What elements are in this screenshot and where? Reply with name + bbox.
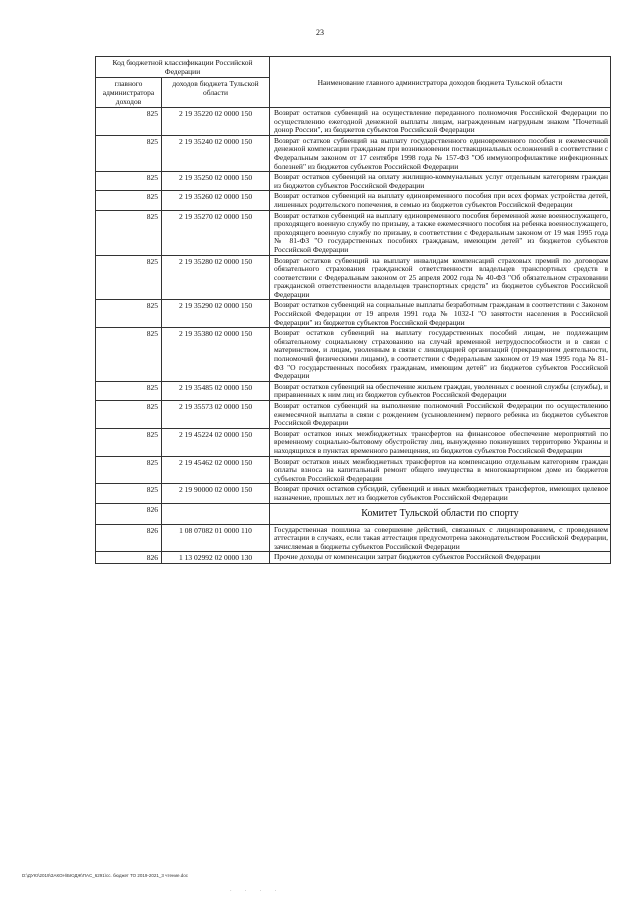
table-row — [96, 552, 611, 564]
income-code-cell: 2 19 35250 02 0000 150 — [162, 172, 270, 191]
header-income-column: доходов бюджета Тульской области — [162, 78, 270, 108]
table-row — [96, 328, 611, 382]
income-code-cell: 2 19 35260 02 0000 150 — [162, 191, 270, 210]
admin-code-cell: 825 — [96, 456, 162, 484]
income-code-cell: 2 19 35220 02 0000 150 — [162, 108, 270, 136]
table-row — [96, 191, 611, 210]
admin-code-cell: 825 — [96, 135, 162, 171]
income-name-cell: Возврат остатков субвенций на осуществление переданного полномочия Российской Федерации по осуществлению ежегодной денежной выплаты лицам, награжденным нагрудным знаком "Почетный донор России", из бюджетов субъектов Российской Федерации — [270, 108, 611, 136]
section-admin-code: 826 — [96, 503, 162, 524]
income-name-cell: Возврат остатков субвенций на выплату государственных пособий лицам, не подлежащим обязательному социальному страхованию на случай временной нетрудоспособности и в связи с материнством, и лицам, уволенным в связи с ликвидацией организаций (прекращением деятельности, полномочий физическими лицами), в соответствии с Федеральным законом от 19 мая 1995 года № 81-ФЗ "О государственных пособиях гражданам, имеющим детей" из бюджетов субъектов Российской Федерации — [270, 328, 611, 382]
table-row — [96, 210, 611, 255]
table-row — [96, 108, 611, 136]
budget-classification-table — [95, 56, 611, 564]
scan-specks: · · · · — [230, 889, 283, 894]
income-code-cell: 2 19 35270 02 0000 150 — [162, 210, 270, 255]
income-name-cell: Возврат остатков субвенций на выплату единовременного пособия беременной жене военнослужащего, проходящего военную службу по призыву, а также ежемесячного пособия на ребенка военнослужащего, проходящего военную службу по призыву, в соответствии с Федеральным законом от 19 мая 1995 года № 81-ФЗ "О государственных пособиях гражданам, имеющим детей" из бюджетов субъектов Российской Федерации — [270, 210, 611, 255]
income-code-cell: 1 08 07082 01 0000 110 — [162, 524, 270, 552]
income-code-cell: 2 19 45462 02 0000 150 — [162, 456, 270, 484]
table-row — [96, 401, 611, 429]
admin-code-cell: 826 — [96, 524, 162, 552]
admin-code-cell: 825 — [96, 428, 162, 456]
income-name-cell: Возврат остатков субвенций на обеспечение жильем граждан, уволенных с военной службы (службы), и приравненных к ним лиц из бюджетов субъектов Российской Федерации — [270, 381, 611, 400]
table-header — [96, 57, 611, 108]
income-name-cell: Возврат остатков субвенций на выплату инвалидам компенсаций страховых премий по договорам обязательного страхования гражданской ответственности владельцев транспортных средств в соответствии с Федеральным законом от 25 апреля 2002 года № 40-ФЗ "Об обязательном страховании гражданской ответственности владельцев транспортных средств" из бюджетов субъектов Российской Федерации — [270, 255, 611, 300]
income-name-cell: Возврат остатков субвенций на выполнение полномочий Российской Федерации по осуществлению ежемесячной выплаты в связи с рождением (усыновлением) первого ребенка из бюджетов субъектов Российской Федерации — [270, 401, 611, 429]
table-row — [96, 524, 611, 552]
admin-code-cell: 825 — [96, 191, 162, 210]
admin-code-cell: 825 — [96, 255, 162, 300]
income-code-cell: 2 19 90000 02 0000 150 — [162, 484, 270, 503]
table-body — [96, 108, 611, 564]
table-row — [96, 484, 611, 503]
header-code-group: Код бюджетной классификации Российской Федерации — [96, 57, 270, 78]
income-code-cell: 2 19 45224 02 0000 150 — [162, 428, 270, 456]
income-name-cell: Возврат остатков субвенций на выплату единовременного пособия при всех формах устройства детей, лишенных родительского попечения, в семью из бюджетов субъектов Российской Федерации — [270, 191, 611, 210]
table-row — [96, 255, 611, 300]
table-row — [96, 428, 611, 456]
admin-code-cell: 825 — [96, 484, 162, 503]
income-name-cell: Прочие доходы от компенсации затрат бюджетов субъектов Российской Федерации — [270, 552, 611, 564]
table-row — [96, 172, 611, 191]
section-empty-cell — [162, 503, 270, 524]
income-name-cell: Государственная пошлина за совершение действий, связанных с лицензированием, с проведением аттестации в случаях, если такая аттестация предусмотрена законодательством Российской Федерации, зачисляемая в бюджеты субъектов Российской Федерации — [270, 524, 611, 552]
income-name-cell: Возврат прочих остатков субсидий, субвенций и иных межбюджетных трансфертов, имеющих целевое назначение, прошлых лет из бюджетов субъектов Российской Федерации — [270, 484, 611, 503]
page-number: 23 — [316, 28, 324, 37]
income-name-cell: Возврат остатков субвенций на выплату государственного единовременного пособия и ежемесячной денежной компенсации гражданам при возникновении поствакцинальных осложнений в соответствии с Федеральным законом от 17 сентября 1998 года № 157-ФЗ "Об иммунопрофилактике инфекционных болезней" из бюджетов субъектов Российской Федерации — [270, 135, 611, 171]
table-row — [96, 381, 611, 400]
admin-code-cell: 825 — [96, 172, 162, 191]
file-path-footer: D:\ДУЮ\2019\ЗАКОН\БЮДЖ\ПАС_6291\cc. бюджет ТО 2019-2021_3 чтение.doc — [22, 873, 189, 878]
header-admin-column: главного администратора доходов — [96, 78, 162, 108]
admin-code-cell: 826 — [96, 552, 162, 564]
income-code-cell: 2 19 35573 02 0000 150 — [162, 401, 270, 429]
income-name-cell: Возврат остатков иных межбюджетных трансфертов на компенсацию отдельным категориям граждан оплаты взноса на капитальный ремонт общего имущества в многоквартирном доме из бюджетов субъектов Российской Федерации — [270, 456, 611, 484]
header-name-column: Наименование главного администратора доходов бюджета Тульской области — [270, 57, 611, 108]
section-row — [96, 503, 611, 524]
table-row — [96, 135, 611, 171]
table-row — [96, 300, 611, 328]
income-code-cell: 2 19 35280 02 0000 150 — [162, 255, 270, 300]
income-code-cell: 2 19 35240 02 0000 150 — [162, 135, 270, 171]
section-title: Комитет Тульской области по спорту — [270, 503, 611, 524]
income-code-cell: 1 13 02992 02 0000 130 — [162, 552, 270, 564]
admin-code-cell: 825 — [96, 328, 162, 382]
admin-code-cell: 825 — [96, 381, 162, 400]
admin-code-cell: 825 — [96, 300, 162, 328]
admin-code-cell: 825 — [96, 210, 162, 255]
income-name-cell: Возврат остатков субвенций на оплату жилищно-коммунальных услуг отдельным категориям граждан из бюджетов субъектов Российской Федерации — [270, 172, 611, 191]
admin-code-cell: 825 — [96, 108, 162, 136]
income-code-cell: 2 19 35290 02 0000 150 — [162, 300, 270, 328]
income-code-cell: 2 19 35485 02 0000 150 — [162, 381, 270, 400]
income-name-cell: Возврат остатков иных межбюджетных трансфертов на финансовое обеспечение мероприятий по временному социально-бытовому обустройству лиц, вынужденно покинувших территорию Украины и находящихся в пунктах временного размещения, из бюджетов субъектов Российской Федерации — [270, 428, 611, 456]
admin-code-cell: 825 — [96, 401, 162, 429]
income-name-cell: Возврат остатков субвенций на социальные выплаты безработным гражданам в соответствии с Законом Российской Федерации от 19 апреля 1991 года № 1032-I "О занятости населения в Российской Федерации" из бюджетов субъектов Российской Федерации — [270, 300, 611, 328]
income-code-cell: 2 19 35380 02 0000 150 — [162, 328, 270, 382]
table-row — [96, 456, 611, 484]
